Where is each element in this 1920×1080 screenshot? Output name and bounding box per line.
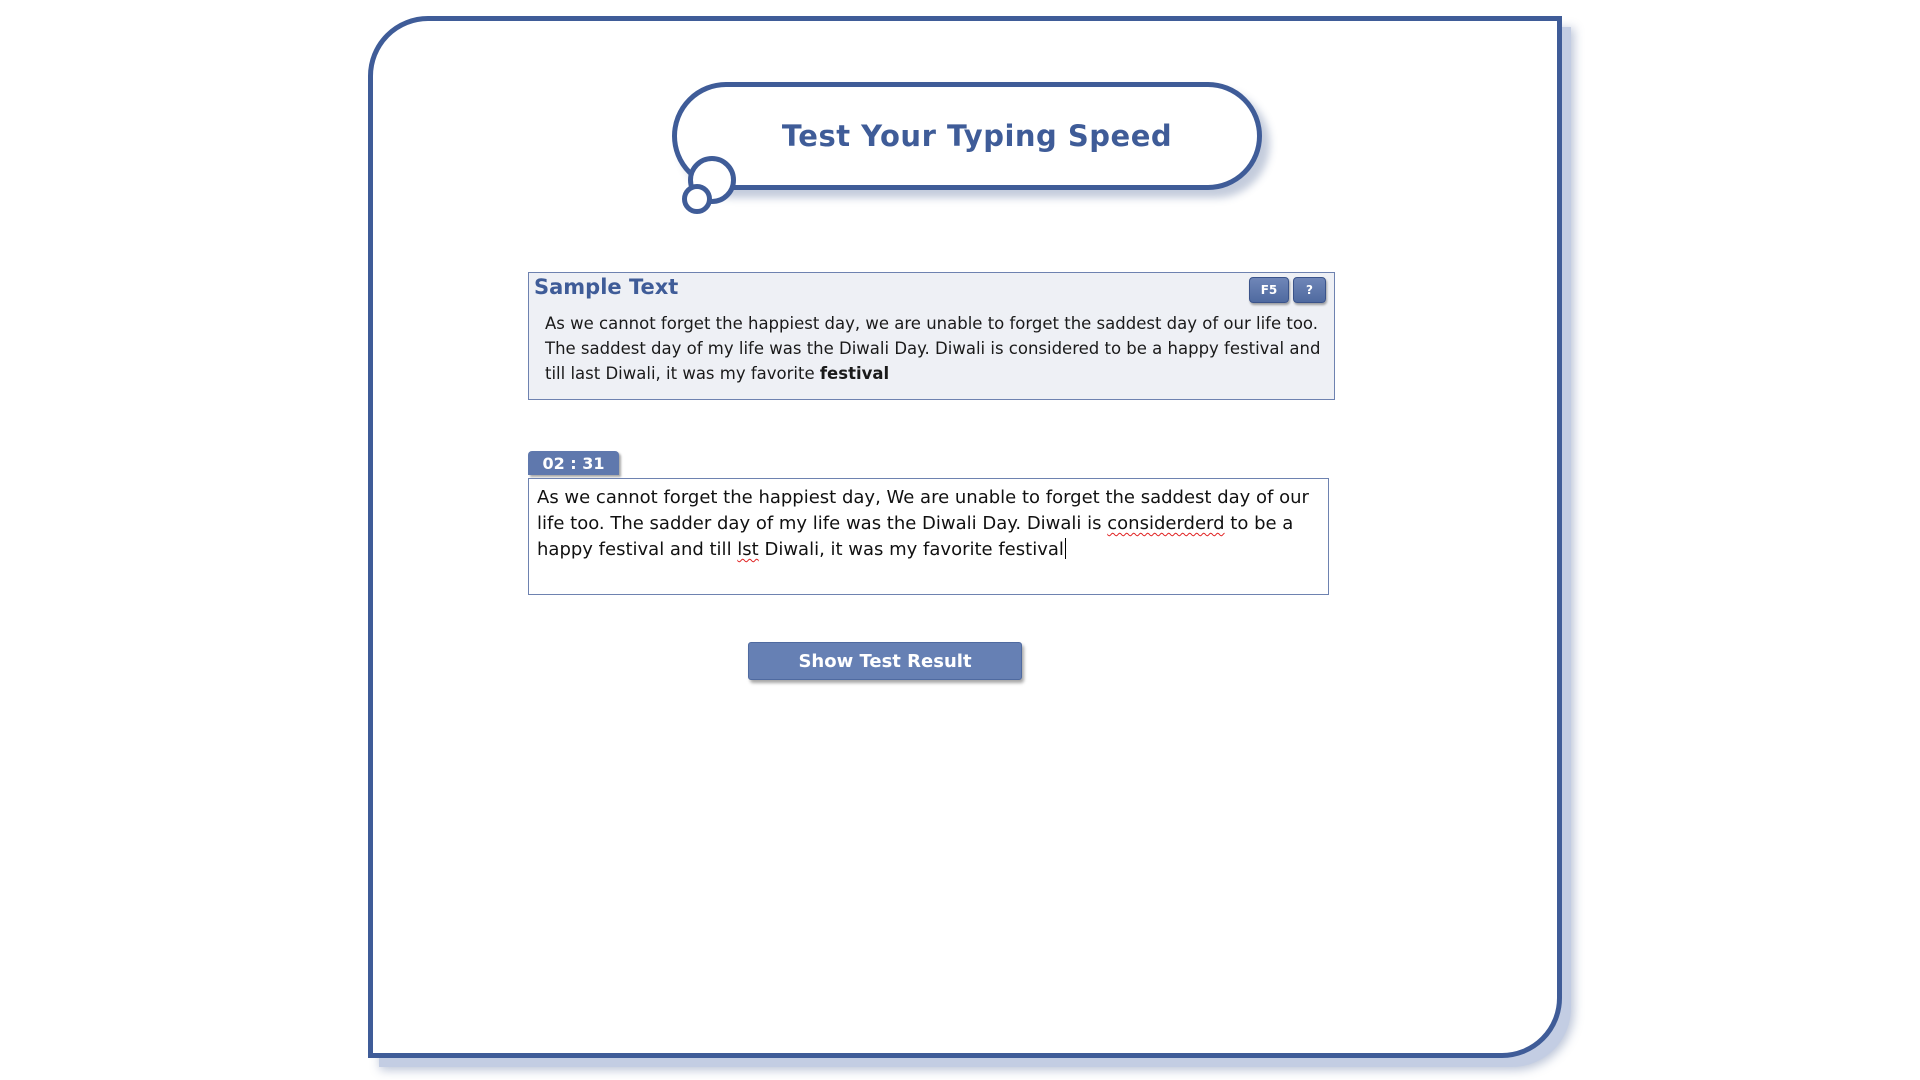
typed-text-segment: to be a happy festival and till xyxy=(537,513,1294,560)
refresh-sample-button[interactable]: F5 xyxy=(1249,277,1289,303)
misspelled-word: lst xyxy=(737,539,759,560)
typed-text-segment: Diwali, it was my favorite festival xyxy=(758,539,1064,560)
help-button[interactable]: ? xyxy=(1293,277,1326,303)
sample-text-heading: Sample Text xyxy=(534,275,679,299)
text-cursor xyxy=(1065,538,1066,559)
title-bubble xyxy=(672,82,1262,190)
typing-input[interactable] xyxy=(528,478,1329,595)
sample-text-highlighted-word: festival xyxy=(819,364,890,383)
countdown-timer: 02 : 31 xyxy=(528,451,619,475)
thought-bubble-circle-small xyxy=(682,184,712,214)
page-title: Test Your Typing Speed xyxy=(781,119,1173,153)
sample-text-panel xyxy=(528,272,1335,400)
sample-text-body xyxy=(545,311,1330,386)
typed-text-segment: As we cannot forget the happiest day, We are unable to forget the saddest day of our life too. The sadder day of my life was the Diwali Day. Diwali is xyxy=(537,487,1309,534)
show-test-result-button[interactable]: Show Test Result xyxy=(748,642,1022,680)
sample-text-content: As we cannot forget the happiest day, we are unable to forget the saddest day of our life too. The saddest day of my life was the Diwali Day. Diwali is considered to be a happy festival and till last Diwali, it was my favorite xyxy=(545,314,1321,383)
misspelled-word: considerderd xyxy=(1107,513,1225,534)
